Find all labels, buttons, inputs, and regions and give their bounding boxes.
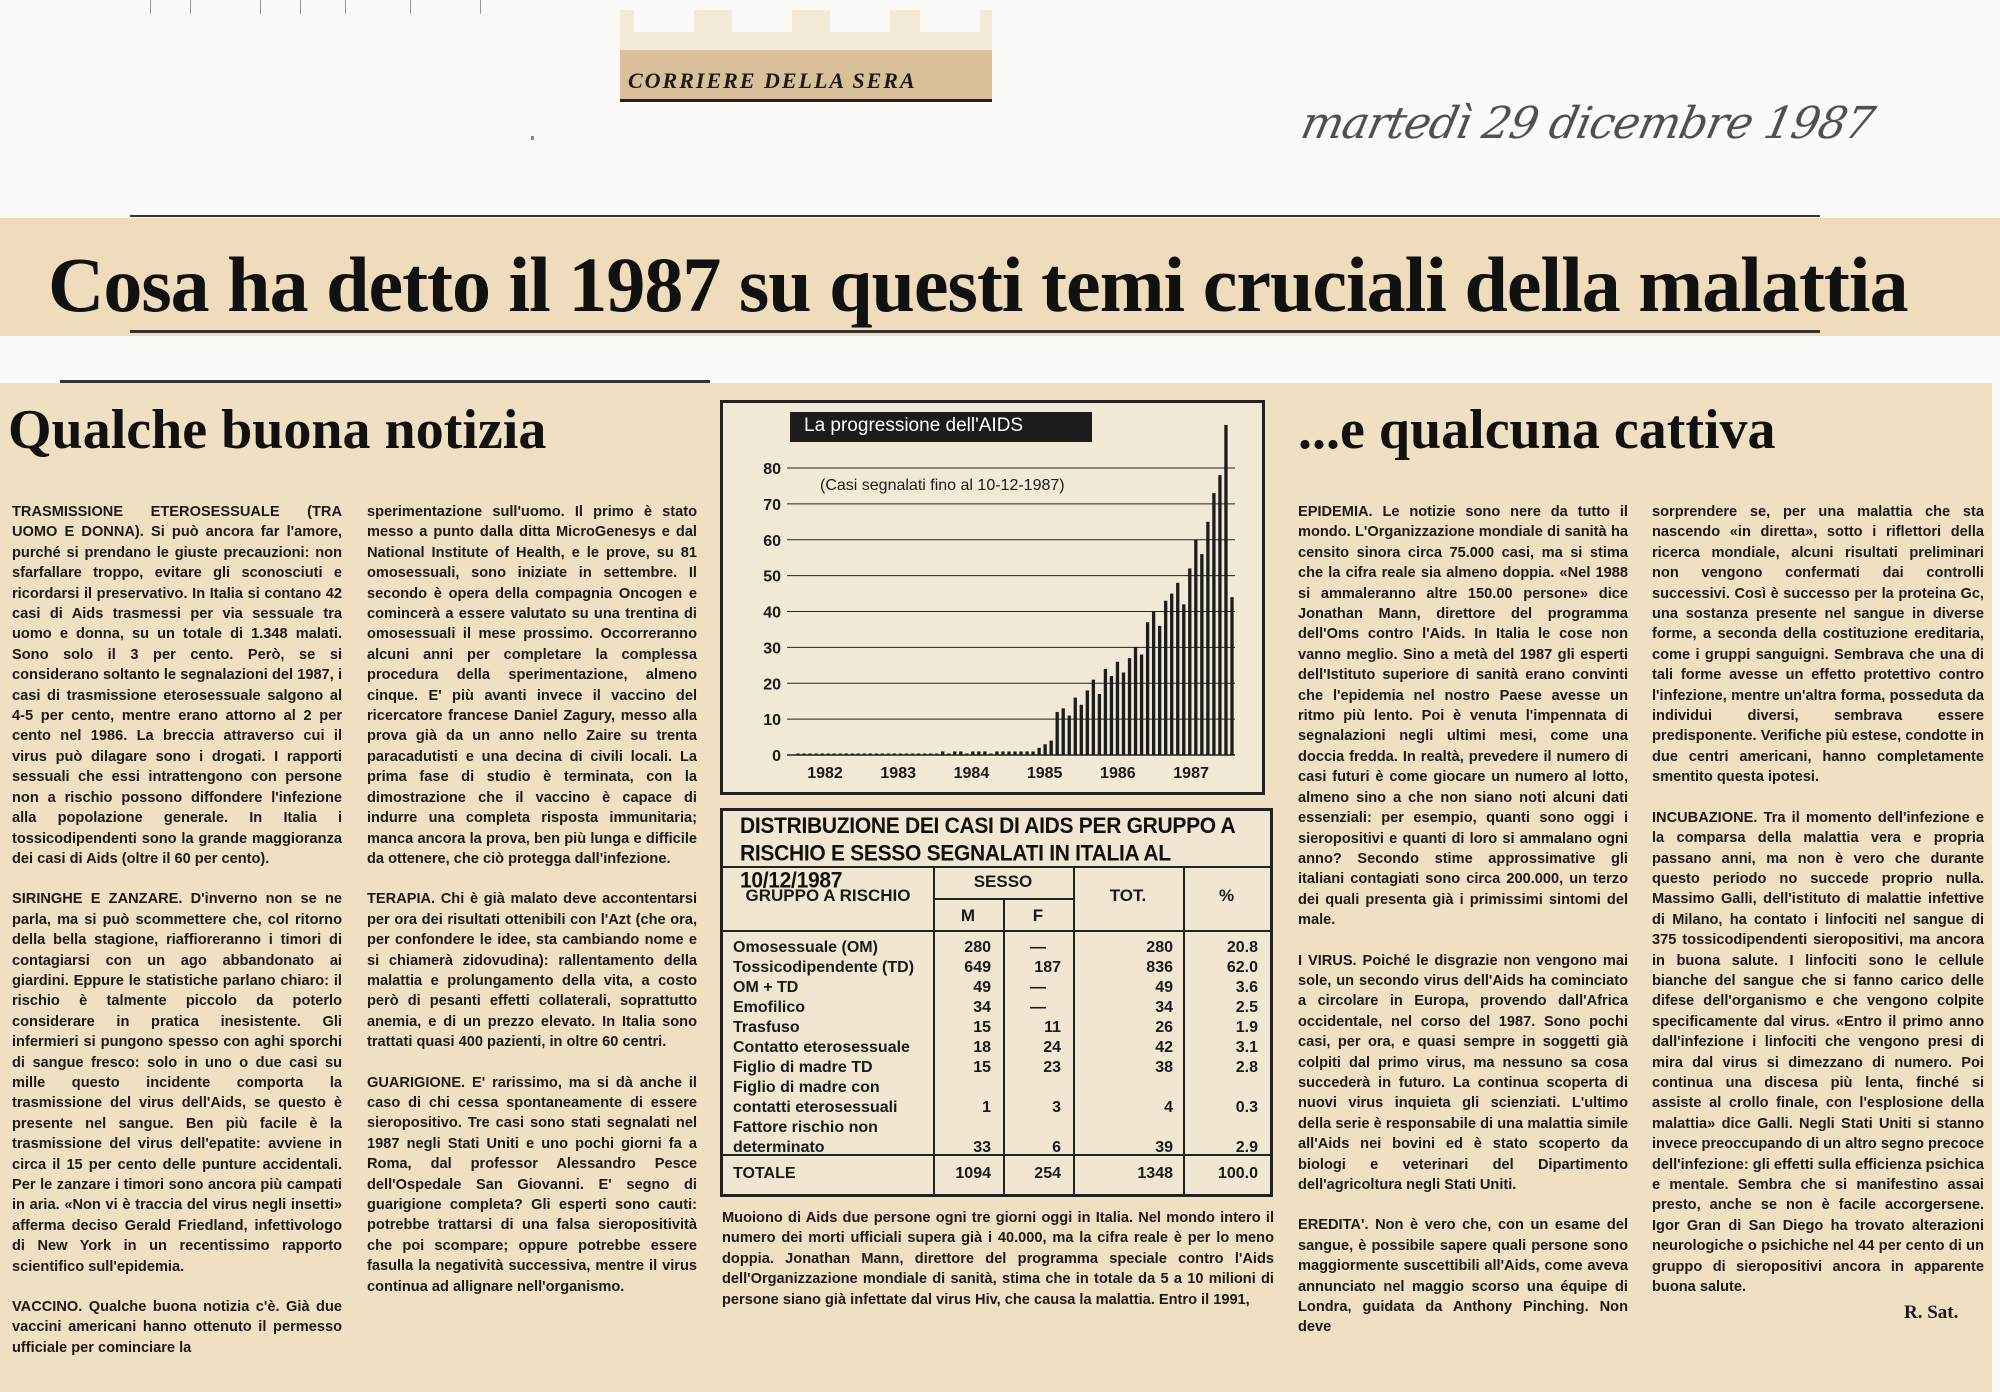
chart-bar [935,754,938,756]
chart-bar [1068,716,1071,755]
handwritten-date-text: martedì 29 dicembre 1987 [1296,98,1879,149]
table-row-m-cell: 33 [973,1139,991,1156]
chart-bar [1188,568,1191,755]
subhead-rule [60,380,710,383]
table-row-m-cell: 649 [964,959,991,976]
table-row-group-label: Omosessuale (OM) [733,939,878,956]
chart-x-tick-label: 1985 [1026,765,1063,782]
handwritten-date [1296,98,1900,170]
paragraph-vaccino: VACCINO. Qualche buona notizia c'è. Già due vaccini americani hanno ottenuto il permesso ufficiale per cominciare la [12,1299,342,1356]
table-row-tot-cell: 49 [1155,979,1173,996]
chart-bar [995,751,998,755]
chart-bar [1128,658,1131,755]
chart-bar [1092,680,1095,755]
article-column-3 [1298,502,1628,1338]
chart-bar [983,751,986,755]
table-row-group-label: Figlio di madre con [733,1079,880,1096]
chart-bar [947,754,950,756]
chart-bar [1206,522,1209,755]
chart-bar [929,754,932,756]
table-row-group-label: determinato [733,1139,825,1156]
chart-bar [893,754,896,756]
chart-bar [1025,751,1028,755]
table-row-group-label: Contatto eterosessuale [733,1039,910,1056]
paragraph-vaccino-cont: sperimentazione sull'uomo. Il primo è stato messo a punto dalla ditta MicroGenesys e dal National Institute of Health, e le prove, su 81 omosessuali, sono iniziate in settembre. Il secondo è opera della compagnia Oncogen e comincerà a essere valutato su una trentina di omosessuali il mese prossimo. Occorreranno alcuni anni per completare la complessa procedura della sperimentazione, almeno cinque. E' più avanti invece il vaccino del ricercatore francese Daniel Zagury, messo alla prova già da un anno nello Zaire su trenta paracadutisti e una decina di civili locali. La prima fase di studio è terminata, con la dimostrazione che il vaccino è capace di indurre una completa risposta immunitaria; manca ancora la prova, ben più lunga e difficile da ottenere, che ciò protegga dall'infezione. [367,504,697,867]
chart-bar [923,754,926,756]
table-row-group-label: Fattore rischio non [733,1119,878,1136]
paragraph-epidemia: EPIDEMIA. Le notizie sono nere da tutto il mondo. L'Organizzazione mondiale di sanità ha censito sinora circa 75.000 casi, ma si stima che la cifra reale sia almeno doppia. «Nel 1988 si ammaleranno altre 150.00 persone» dice Jonathan Mann, direttore del programma dell'Oms contro l'Aids. In Italia le cose non vanno meglio. Sino a metà del 1987 gli esperti dell'Istituto superiore di sanità erano convinti che l'epidemia nel nostro Paese avesse un ritmo più lento. Poi è venuta l'impennata di segnalazioni negli ultimi mesi, come una doccia fredda. In realtà, prevedere il numero di casi futuri è come giocare un numero al lotto, almeno sino a che non siano noti alcuni dati essenziali: per esempio, quanti sono oggi i sieropositivi e quanti di loro si ammalano ogni anno? Secondo stime approssimative gli italiani contagiati sono circa 200.000, un terzo dei quali presenta già i primissimi sintomi del male. [1298,504,1628,929]
chart-bar [1230,597,1233,755]
table-row-group-label: Tossicodipendente (TD) [733,959,915,976]
table-row-pct-cell: 2.8 [1235,1059,1258,1076]
chart-bar [845,754,848,756]
chart-bar [1043,744,1046,755]
table-row-pct-cell: 3.1 [1235,1039,1258,1056]
chart-bar [826,754,829,756]
chart-bar [977,751,980,755]
table-row-pct-cell: 62.0 [1226,959,1258,976]
masthead-torn-strip [620,10,992,50]
chart-bar [1224,425,1227,755]
chart-bar [1080,705,1083,755]
table-row-group-label: Emofilico [733,999,806,1016]
table-row-group-label: contatti eterosessuali [733,1099,898,1116]
table-row-f-cell: — [1030,979,1046,996]
chart-bar [1158,626,1161,755]
total-f: 254 [1034,1165,1061,1182]
headline-rule-top [130,215,1820,217]
chart-bar [1170,594,1173,755]
header-sex: SESSO [973,872,1033,891]
total-m: 1094 [955,1165,991,1182]
paragraph-virus: I VIRUS. Poiché le disgrazie non vengono mai sole, un secondo virus dell'Aids ha cominciato a circolare in Europa, provendo dall'Africa occidentale, nel corso del 1987. Sono pochi casi, per ora, e quasi sempre in soggetti già colpiti dal primo virus, ma nessuno sa cosa succederà in futuro. La continua scoperta di nuovi virus inquieta gli scienziati. L'ultimo della serie è responsabile di una malattia simile all'Aids nei bovini ed è stato scoperto da biologi e veterinari del Dipartimento dell'agricoltura negli Stati Uniti. [1298,952,1628,1193]
chart-bar [1019,751,1022,755]
chart-bar [1200,554,1203,755]
paragraph-incubazione: INCUBAZIONE. Tra il momento dell'infezione e la comparsa della malattia vera e propria passano anni, ma non è vero che durante questo periodo no succede proprio nulla. Massimo Galli, dell'istituto di malattie infettive di Milano, ha contato i linfociti nel sangue di 375 tossicodipendenti sieropositivi, ma ancora in buona salute. I linfociti sono le cellule bianche del sangue che si fanno carico delle difese dell'organismo e che vengono colpite specificamente dal virus. «Entro il primo anno dall'infezione i linfociti che vengono presi di mira dal virus si dimezzano di numero. Poi continua una discesa più lenta, finché si assiste al crollo finale, con l'esplosione della malattia» dice Galli. Negli Stati Uniti si stanno invece preoccupando di un altro segno precoce dell'infezione: gli effetti sulla efficienza psichica e mentale. Sembra che si manifestino assai presto, anche se non è facile accorgersene. Igor Gran di San Diego ha trovato alterazioni neurologiche o psichiche nel 44 per cento di un gruppo di sieropositivi ancora in apparente buona salute. [1652,809,1984,1296]
table-row-tot-cell: 280 [1146,939,1173,956]
chart-bar [1164,601,1167,755]
paragraph-trasmissione: TRASMISSIONE ETEROSESSUALE (TRA UOMO E DONNA). Si può ancora far l'amore, purché si prendano le giuste precauzioni: non sfarfallare troppo, evitare gli sconosciuti e ricordarsi il preservativo. In Italia si contano 42 casi di Aids trasmessi per via sessuale tra uomo e donna, su un totale di 1.348 malati. Sono solo il 3 per cento. Però, se si considerano soltanto le segnalazioni del 1987, i casi di trasmissione eterosessuale salgono al 4-5 per cento, mentre erano attorno al 2 per cento nel 1986. La breccia attraverso cui il virus può dilagare sono i drogati. I rapporti sessuali che essi intrattengono con persone non a rischio possono diffondere l'infezione alla popolazione generale. In Italia i tossicodipendenti sono la grande maggioranza dei casi di Aids (oltre il 60 per cento). [12,504,342,867]
chart-bar [1031,751,1034,755]
table-row-m-cell: 15 [973,1059,991,1076]
total-label: TOTALE [733,1165,796,1182]
chart-bar [1182,604,1185,755]
chart-subtitle: (Casi segnalati fino al 10-12-1987) [820,477,1065,494]
subhead-bad-news: ...e qualcuna cattiva [1298,399,1776,461]
table-row-pct-cell: 3.6 [1235,979,1258,996]
table-row-group-label: OM + TD [733,979,799,996]
table-row-pct-cell: 20.8 [1226,939,1258,956]
chart-y-tick-label: 30 [763,640,781,658]
chart-caption-column [722,1208,1274,1338]
table-row-f-cell: 3 [1052,1099,1061,1116]
chart-bar [851,754,854,756]
article-column-2 [367,502,697,1338]
subhead-good-news: Qualche buona notizia [8,399,547,461]
table-rule-top [723,866,1270,868]
chart-bar [989,754,992,756]
table-row-m-cell: 15 [973,1019,991,1036]
chart-x-tick-label: 1986 [1100,765,1136,782]
chart-bar [917,754,920,756]
table-row-f-cell: 24 [1043,1039,1061,1056]
chart-bar [1122,672,1125,755]
chart-bar [1146,622,1149,755]
headline-rule-bottom [130,330,1820,333]
chart-y-tick-label: 60 [763,532,781,550]
header-f: F [1032,906,1044,925]
chart-title: La progressione dell'AIDS [790,412,1092,442]
table-row-f-cell: — [1030,999,1046,1016]
chart-bar [911,754,914,756]
table-row-m-cell: 18 [973,1039,991,1056]
chart-x-tick-label: 1982 [807,765,843,782]
chart-bar [1194,540,1197,755]
paragraph-muoiono: Muoiono di Aids due persone ogni tre giorni oggi in Italia. Nel mondo intero il numero dei morti ufficiali supera già i 40.000, ma la cifra reale è per lo meno doppia. Jonathan Mann, direttore del programma speciale contro l'Aids dell'Organizzazione mondiale di sanità, stima che in totale da 5 a 10 milioni di persone siano già infettate dal virus Hiv, che causa la malattia. Entro il 1991, [722,1210,1274,1308]
chart-bar [820,754,823,756]
chart-bar [1134,647,1137,755]
chart-y-tick-label: 80 [763,461,781,478]
chart-bar [1098,694,1101,755]
chart-bar [802,754,805,756]
table-row-f-cell: 23 [1043,1059,1061,1076]
table-row-f-cell: 6 [1052,1139,1061,1156]
chart-x-tick-label: 1984 [953,765,990,782]
table-row-f-cell: — [1030,939,1046,956]
table-row-tot-cell: 38 [1155,1059,1173,1076]
chart-bar [1176,583,1179,755]
chart-bar [1218,475,1221,755]
table-row-tot-cell: 42 [1155,1039,1173,1056]
chart-bar [1007,751,1010,755]
chart-y-tick-label: 10 [763,712,781,730]
newspaper-name: CORRIERE DELLA SERA [628,68,917,93]
chart-x-tick-label: 1983 [880,765,917,782]
chart-bar [1056,712,1059,755]
chart-bar [1110,676,1113,755]
chart-y-tick-label: 50 [763,568,781,586]
scan-speck [531,136,534,140]
masthead [620,10,992,102]
aids-progression-chart-plot [720,400,1265,795]
chart-bar [869,754,872,756]
chart-bar [814,754,817,756]
table-row-tot-cell: 4 [1164,1099,1173,1116]
header-group: GRUPPO A RISCHIO [745,886,911,905]
table-row-tot-cell: 39 [1155,1139,1173,1156]
paragraph-eredita: EREDITA'. Non è vero che, con un esame del sangue, è possibile sapere quali persone sono maggiormente suscettibili all'Aids, come aveva annunciato nel maggio scorso una équipe di Londra, guidata da Anthony Pinching. Non deve [1298,1217,1628,1336]
chart-bar [808,754,811,756]
table-row-m-cell: 34 [973,999,991,1016]
chart-bar [953,751,956,755]
table-row-tot-cell: 836 [1146,959,1173,976]
paragraph-terapia: TERAPIA. Chi è già malato deve accontentarsi per ora dei risultati ottenibili con l'Azt (che ora, per confondere le idee, sta cambiando nome e si chiamerà zidovudina): rallentamento della malattia e prolungamento della vita, a costo però di pesanti effetti collaterali, soprattutto anemia, e di un prezzo elevato. In Italia sono trattati quasi 400 pazienti, in oltre 60 centri. [367,891,697,1051]
table-row-tot-cell: 26 [1155,1019,1173,1036]
table-row-m-cell: 49 [973,979,991,996]
chart-bar [833,754,836,756]
total-pct: 100.0 [1217,1165,1258,1182]
chart-bar [1037,748,1040,755]
chart-bar [1086,690,1089,755]
table-row-group-label: Trasfuso [733,1019,800,1036]
chart-bar [796,754,799,756]
chart-bar [905,754,908,756]
paragraph-siringhe: SIRINGHE E ZANZARE. D'inverno non se ne parla, ma si può scommettere che, col ritorno della bella stagione, riaffioreranno i timori di contagiarsi con un ago abbandonato ai giardini. Eppure le statistiche parlano chiaro: il rischio è talmente piccolo da poterlo considerare in pratica inesistente. Gli infermieri si pungono spesso con aghi sporchi di sangue fresco: solo in uno o due casi su mille questo incidente comporta la trasmissione del virus dell'Aids, se questo è presente nel sangue. Ben più facile è la trasmissione del virus dell'epatite: avviene in circa il 15 per cento delle punture accidentali. Per le zanzare i timori sono ancora più campati in aria. «Non vi è traccia del virus negli insetti» afferma deciso Gerald Friedland, infettivologo di New York in un recentissimo rapporto scientifico sull'epidemia. [12,891,342,1275]
table-row-f-cell: 187 [1034,959,1061,976]
article-column-4 [1652,502,1984,1296]
table-row-pct-cell: 2.5 [1235,999,1258,1016]
chart-bar [875,754,878,756]
table-row-group-label: Figlio di madre TD [733,1059,873,1076]
chart-bar [1140,655,1143,755]
table-row-m-cell: 1 [982,1099,991,1116]
article-column-1 [12,502,342,1356]
table-row-pct-cell: 0.3 [1235,1099,1258,1116]
chart-bar [881,754,884,756]
chart-bar [1013,751,1016,755]
table-row-pct-cell: 1.9 [1235,1019,1258,1036]
chart-bar [965,754,968,756]
chart-x-tick-label: 1987 [1173,765,1209,782]
chart-bar [887,754,890,756]
table-row-m-cell: 280 [964,939,991,956]
risk-group-table-grid [723,866,1270,1194]
table-row-tot-cell: 34 [1155,999,1173,1016]
chart-bar [839,754,842,756]
chart-bar [941,751,944,755]
header-m: M [960,906,976,925]
chart-y-tick-label: 70 [763,496,781,514]
chart-bar [1050,741,1053,755]
chart-bar [1212,493,1215,755]
chart-bar [1116,662,1119,755]
total-tot: 1348 [1137,1165,1173,1182]
table-rule-header [723,930,1270,932]
headline: Cosa ha detto il 1987 su questi temi cruciali della malattia [48,241,1908,328]
header-tot: TOT. [1109,886,1147,905]
table-row-pct-cell: 2.9 [1235,1139,1258,1156]
chart-bar [971,751,974,755]
chart-bar [959,751,962,755]
paragraph-guarigione: GUARIGIONE. E' rarissimo, ma si dà anche il caso di chi cessa spontaneamente di essere sieropositivo. Tre casi sono stati segnalati nel 1987 negli Stati Uniti e uno pochi giorni fa a Roma, dal professor Alessandro Pesce dell'Ospedale San Giovanni. E' segno di guarigione completa? Gli esperti sono cauti: potrebbe trattarsi di una falsa sieropositività che poi scompare; oppure potrebbe essere fasulla la negatività successiva, mentre il virus continua ad allignare nell'organismo. [367,1074,697,1295]
chart-y-tick-label: 40 [763,604,781,622]
chart-y-tick-label: 0 [772,748,781,765]
masthead-rule [620,99,992,102]
author-signature: R. Sat. [1904,1302,1959,1323]
scan-edge-ticks [0,0,2000,18]
table-title: DISTRIBUZIONE DEI CASI DI AIDS PER GRUPPO A RISCHIO E SESSO SEGNALATI IN ITALIA AL 10/12/1987 [740,814,1235,893]
chart-y-tick-label: 20 [763,676,781,694]
chart-bar [1074,698,1077,755]
chart-bar [1152,612,1155,756]
paragraph-eredita-cont: sorprendere se, per una malattia che sta nascendo «in diretta», sotto i riflettori della ricerca mondiale, alcuni risultati preliminari non vengono confermati dai controlli successivi. Così è successo per la proteina Gc, una sostanza presente nel sangue in diverse forme, a seconda della costituzione ereditaria, come i gruppi sanguigni. Sembrava che una di tali forme avesse un effetto protettivo contro l'infezione, mentre un'altra forma, posseduta da individui diversi, sembrava essere predisponente. Verifiche più estese, condotte in due centri americani, hanno completamente smentito questa ipotesi. [1652,504,1984,786]
chart-bar [857,754,860,756]
chart-bar [1104,669,1107,755]
chart-bar [1001,751,1004,755]
chart-bar [899,754,902,756]
header-pct: % [1218,886,1235,905]
chart-bar [1062,708,1065,755]
chart-bar [863,754,866,756]
table-row-f-cell: 11 [1044,1019,1061,1036]
